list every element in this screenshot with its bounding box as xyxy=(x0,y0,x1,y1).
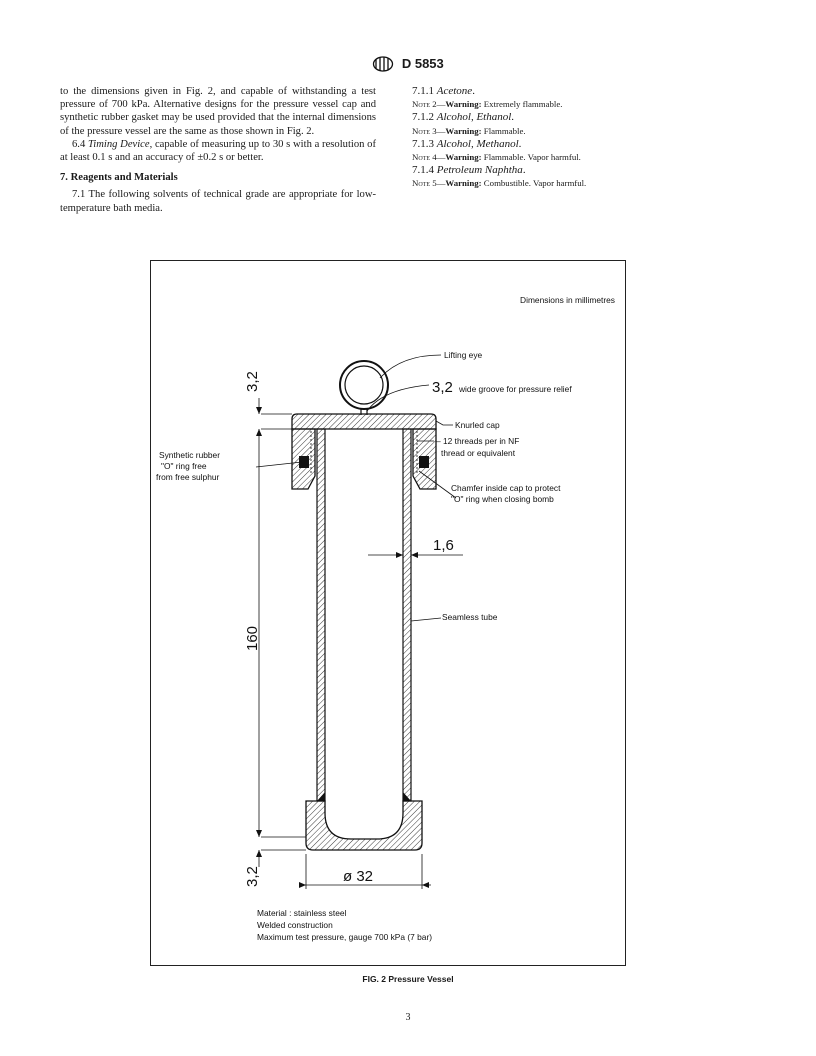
paragraph-timing-device: 6.4 Timing Device, capable of measuring up to 30 s with a resolution of at least 0.1 s and an accuracy of ±0.2 s or better. xyxy=(60,138,376,164)
label-rubber-2: "O" ring free xyxy=(161,461,207,471)
note-3: Note 3—Warning: Flammable. xyxy=(412,125,526,136)
section-heading: 7. Reagents and Materials xyxy=(60,172,178,184)
note-5: Note 5—Warning: Combustible. Vapor harmful. xyxy=(412,178,587,189)
figure-caption: FIG. 2 Pressure Vessel xyxy=(362,974,454,984)
label-threads-2: thread or equivalent xyxy=(441,448,516,458)
label-diameter: ø 32 xyxy=(343,868,374,885)
spec-construction: Welded construction xyxy=(257,920,333,930)
label-groove-text: wide groove for pressure relief xyxy=(459,384,572,394)
left-column xyxy=(60,85,376,215)
astm-logo-icon xyxy=(372,56,394,72)
seamless-tube xyxy=(317,429,411,801)
pressure-vessel-drawing xyxy=(151,261,627,967)
lifting-eye-ring xyxy=(340,361,388,415)
spec-pressure: Maximum test pressure, gauge 700 kPa (7 bar) xyxy=(257,932,433,942)
page-number: 3 xyxy=(405,1012,411,1023)
label-rubber-3: from free sulphur xyxy=(156,472,220,482)
label-seamless-tube: Seamless tube xyxy=(442,612,498,622)
label-length-dimension: 160 xyxy=(244,625,261,651)
label-chamfer-2: "O" ring when closing bomb xyxy=(451,494,554,504)
vessel-cap xyxy=(292,414,436,489)
spec-material: Material : stainless steel xyxy=(257,908,347,918)
label-threads-1: – 12 threads per in NF xyxy=(436,436,520,446)
timing-device-term: Timing Device xyxy=(88,138,150,150)
units-note: Dimensions in millimetres xyxy=(520,295,615,305)
vessel-base xyxy=(306,792,422,850)
label-wall-thickness: 1,6 xyxy=(433,537,454,554)
item-ethanol: 7.1.2 Alcohol, Ethanol. xyxy=(412,111,515,124)
figure-frame xyxy=(150,260,626,966)
page-header xyxy=(0,55,816,72)
label-lifting-eye: Lifting eye xyxy=(444,350,483,360)
paragraph-solvents: 7.1 The following solvents of technical grade are appropriate for low-temperature bath media. xyxy=(60,189,376,214)
item-methanol: 7.1.3 Alcohol, Methanol. xyxy=(412,137,522,150)
note-2: Note 2—Warning: Extremely flammable. xyxy=(412,99,563,110)
right-column xyxy=(412,85,662,191)
standard-designation: D 5853 xyxy=(401,56,444,72)
label-rubber-1: Synthetic rubber xyxy=(159,450,220,460)
paragraph-continuation: to the dimensions given in Fig. 2, and capable of withstanding a test pressure of 700 kPa. Alternative designs for the pressure vessel cap and synthetic rubber gasket may be used provided that the internal dimensions of the pressure vessel are the same as those shown in Fig. 2. xyxy=(60,86,376,137)
label-top-dimension: 3,2 xyxy=(244,371,261,392)
item-naphtha: 7.1.4 Petroleum Naphtha. xyxy=(412,164,526,177)
label-chamfer-1: Chamfer inside cap to protect xyxy=(451,483,561,493)
label-knurled-cap: Knurled cap xyxy=(455,420,500,430)
label-groove-dimension: 3,2 xyxy=(432,379,453,396)
note-4: Note 4—Warning: Flammable. Vapor harmful. xyxy=(412,152,581,163)
label-bottom-dimension: 3,2 xyxy=(244,866,261,887)
item-acetone: 7.1.1 Acetone. xyxy=(412,85,475,97)
